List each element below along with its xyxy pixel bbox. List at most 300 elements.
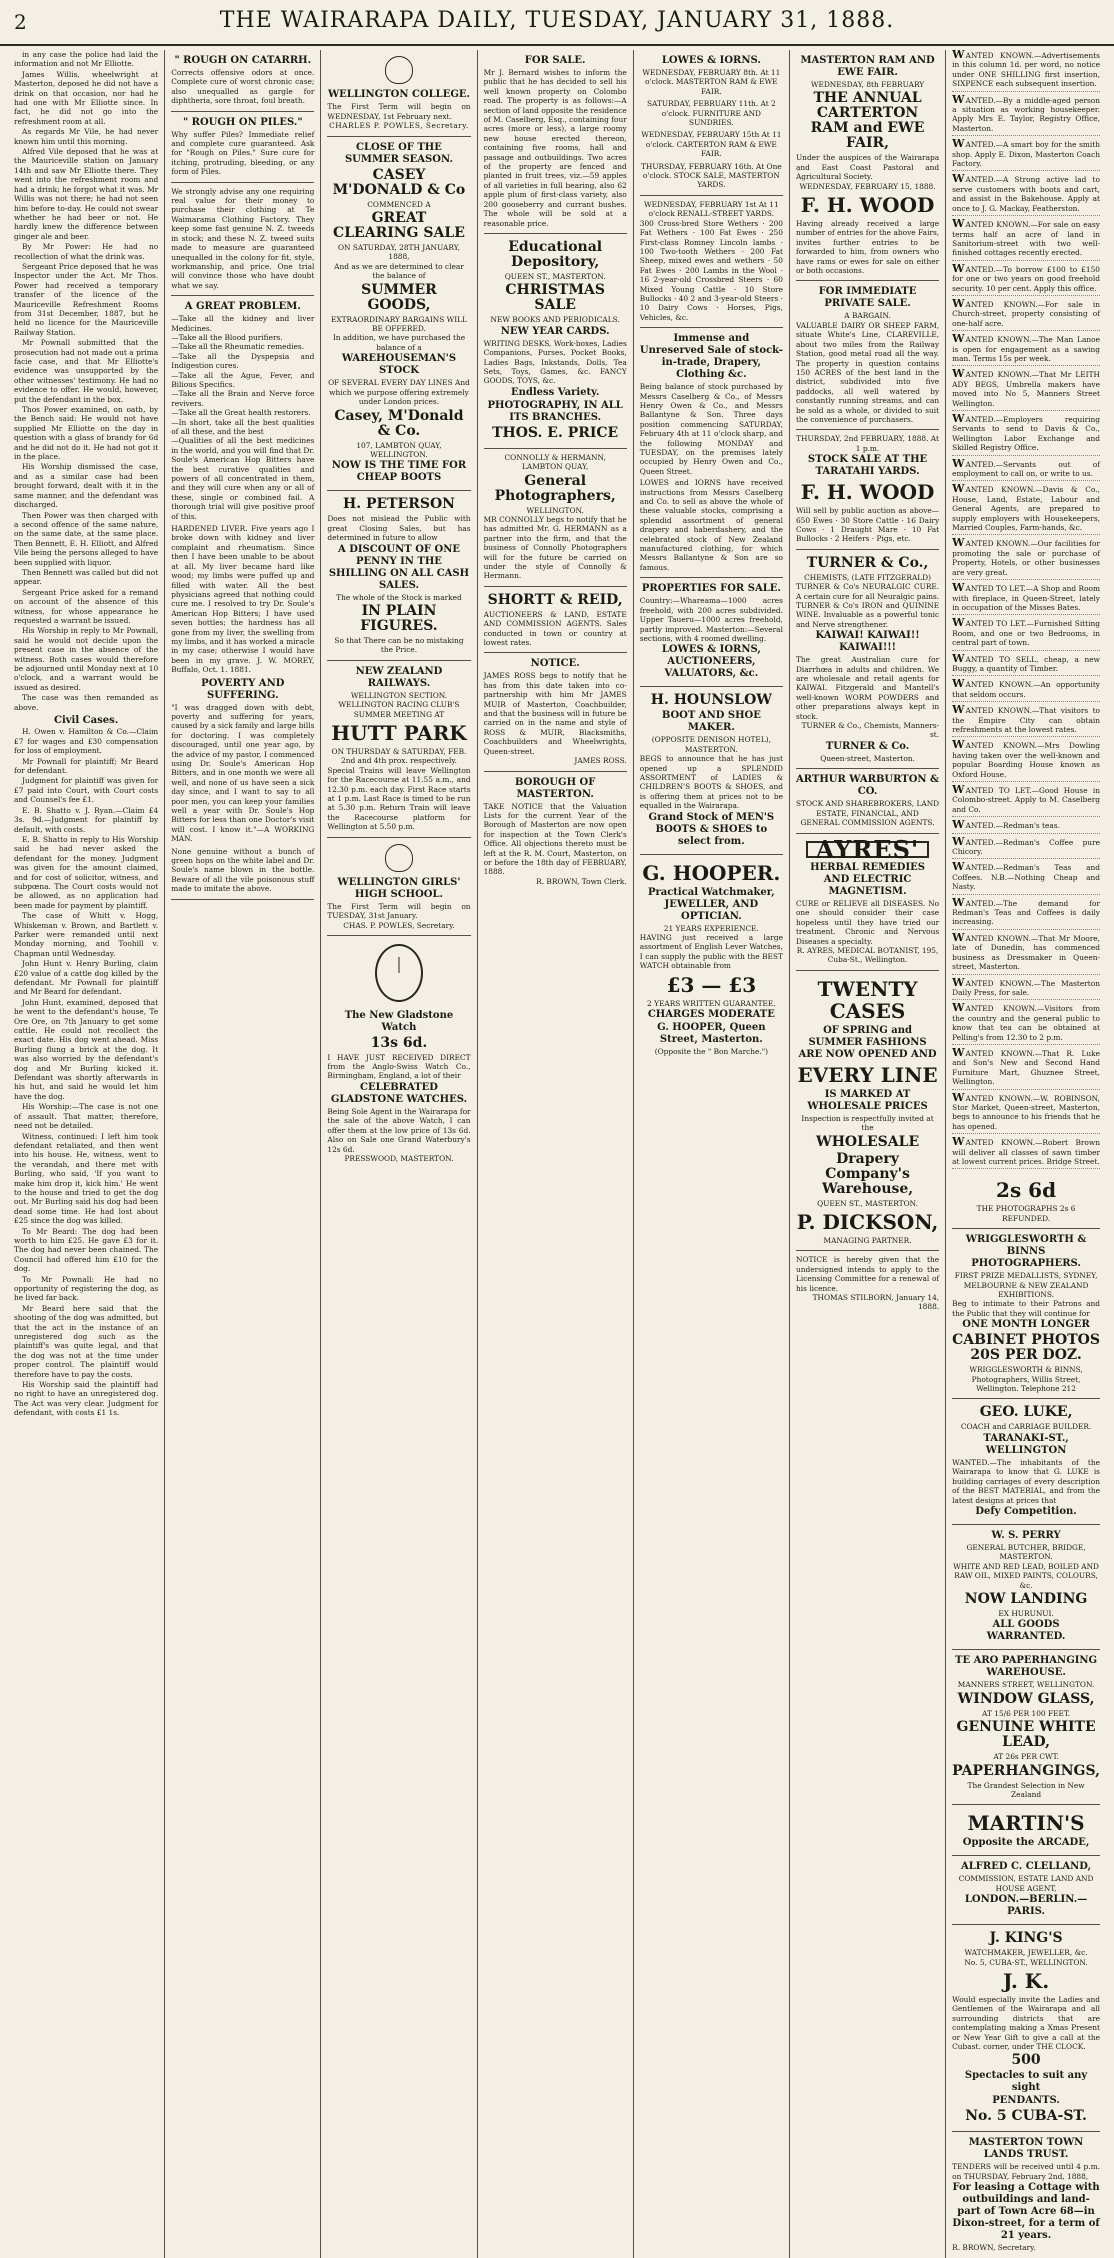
civil-cases-heading: Civil Cases.: [53, 715, 119, 727]
ad-firm-name: H. HOUNSLOW: [650, 692, 772, 709]
paragraph: The case of Whitt v. Hogg, Whiskeman v. Brown, and Bartlett v. Parker were remanded until next Monday morning, and Toohill v. Chapman until Wednesday.: [14, 911, 159, 958]
ad-headline: NOTICE.: [530, 658, 580, 670]
wanted-ad: W ANTED.—Redman's teas.: [952, 820, 1100, 833]
ad-date: WEDNESDAY, FEBRUARY 15, 1888.: [799, 181, 936, 191]
ad-text: Special Trains will leave Wellington for the Racecourse at 11.55 a.m., and 12.30 p.m. each day. First Race starts at 1 p.m. Last Race is timed to be run at 5.30 p.m. Return Train will leave the Racecourse platform for Wellington at 5.50 p.m.: [327, 765, 471, 832]
ad-text: TURNER & Co's NEURALGIC CURE. A certain cure for all Neuralgic pains. TURNER & Co's IRON and QUININE WINE. Invaluable as a powerful tonic and Nerve strengthener.: [795, 582, 940, 629]
ad-headline: Drapery Company's Warehouse,: [821, 1150, 914, 1197]
ad-firm-name: H. PETERSON: [342, 496, 455, 513]
ad-line: FIRST PRIZE MEDALLISTS, SYDNEY, MELBOURNE & NEW ZEALAND EXHIBITIONS.: [954, 1271, 1098, 1300]
ad-notice-ross: [484, 653, 627, 771]
ad-headline: BOOT AND SHOE MAKER.: [661, 710, 761, 734]
ad-unreserved-sale: [640, 328, 783, 578]
wanted-ad: W ANTED KNOWN.—Visitors from the country and the general public to know that tea can be obtained at Pelling's from 12.30 to 2 p.m.: [952, 1003, 1100, 1045]
ad-renall-street-yards: [640, 196, 783, 328]
ad-licence-notice: [796, 1251, 939, 1316]
ad-taratahi-stock-sale: [796, 430, 939, 549]
ad-monogram: J. K.: [1002, 1969, 1050, 1993]
paragraph: As regards Mr Vile, he had never known him until this morning.: [14, 127, 159, 146]
ad-signature: THOS. E. PRICE: [492, 424, 619, 441]
ad-text: STOCK AND SHAREBROKERS, LAND ESTATE, FINANCIAL, AND GENERAL COMMISSION AGENTS.: [795, 799, 940, 828]
ad-headline: WELLINGTON COLLEGE.: [327, 89, 470, 101]
ad-properties-for-sale: [640, 578, 783, 687]
ad-headline: ONE MONTH LONGER: [962, 1319, 1090, 1331]
ad-line: —Qualities of all the best medicines in the world, and you will find that Dr. Soule's American Hop Bitters have the best curative qualities and powers of all concentrated in them, and they will cure when any or all of these, single or combined fail. A thorough trial will give positive proof of this.: [171, 436, 315, 521]
ad-hounslow: [640, 687, 783, 854]
ad-warburton: [796, 769, 939, 833]
ad-signature: CHAS. P. POWLES, Secretary.: [343, 920, 455, 930]
ad-line: —Take all the Brain and Nerve force revivers.: [171, 389, 315, 408]
paragraph: His Worship:—The case is not one of assault. That matter, therefore, need not be detailed.: [14, 1102, 159, 1131]
ad-address: WELLINGTON.: [526, 505, 584, 515]
ad-line: Inspection is respectfully invited at the: [801, 1113, 934, 1133]
ad-headline: NOW IS THE TIME FOR CHEAP BOOTS: [331, 460, 467, 484]
ad-martins: [952, 1805, 1100, 1856]
ad-line: —Take all the Ague, Fever, and Bilious Specifics.: [171, 370, 315, 389]
ad-firm-name: ALFRED C. CLELLAND,: [961, 1861, 1092, 1873]
paragraph: Then Power was then charged with a second offence of the same nature, on the same date, at the same place. Then Bennett, E. H. Elliott, and Alfred Vile being the persons alleged to have been supplied with liquor.: [14, 510, 159, 567]
ad-signature: R. BROWN, Town Clerk.: [536, 876, 627, 886]
ad-text: AUCTIONEERS & LAND, ESTATE AND COMMISSION AGENTS. Sales conducted in town or country at lowest rates.: [483, 609, 627, 648]
wanted-ad: W ANTED.—Redman's Coffee pure Chicory.: [952, 837, 1100, 860]
ad-line: THE PHOTOGRAPHS 2s 6 REFUNDED.: [976, 1204, 1076, 1223]
ad-text: NOTICE is hereby given that the undersigned intends to apply to the Licensing Committee for a renewal of his licence.: [795, 1255, 940, 1293]
ad-photographs-2s6: [952, 1172, 1100, 1229]
ad-text: Being balance of stock purchased by Messrs Caselberg & Co., of Messrs Henry Owen & Co., and Messrs Ballantyne & Son. Three days position commencing SATURDAY, February 4th at 11 o'clock sharp, and the following MONDAY and TUESDAY, on the premises lately occupied by Henry Owen and Co., Queen Street.: [639, 382, 783, 476]
ad-headline: " ROUGH ON PILES.": [182, 116, 303, 128]
ad-tweed-clothing: [171, 183, 314, 296]
ad-signature: THOMAS STILBORN, January 14, 1888.: [812, 1293, 940, 1312]
ad-text: The First Term will begin on WEDNESDAY, 1st February next.: [327, 102, 471, 121]
ad-headline: NEW YEAR CARDS.: [500, 325, 610, 337]
ad-headline: CELEBRATED GLADSTONE WATCHES.: [330, 1081, 468, 1105]
ad-headline: OF SPRING and SUMMER FASHIONS ARE NOW OPENED AND: [798, 1024, 937, 1060]
ad-lowes-iorns-sales: [640, 50, 783, 196]
ad-line: In addition, we have purchased the balance of a: [332, 333, 466, 352]
ad-line: EX HURUNUI.: [998, 1608, 1054, 1618]
paragraph: His Worship in reply to Mr Pownall, said he would not decide upon the present case in the absence of the witness. Both cases would therefore be adjourned until Monday next at 10 o'clock, and a warrant would be issued as desired.: [14, 626, 159, 692]
ad-signature: R. BROWN, Secretary.: [952, 2243, 1036, 2253]
ad-signature: R. AYRES, MEDICAL BOTANIST, 195, Cuba-St., Wellington.: [796, 945, 939, 965]
paragraph: To Mr Beard: The dog had been worth to him £25. He gave £3 for it. The dog had never been chained. The Council had offered him £10 for the dog.: [14, 1226, 159, 1274]
paragraph: By Mr Power: He had no recollection of what the drink was.: [14, 242, 159, 261]
column-4-ads: [477, 50, 633, 2258]
wanted-ad: W ANTED.—To borrow £100 to £150 for one or two years on good freehold security. 10 per cent. Apply this office.: [952, 264, 1100, 296]
ad-text: HARDENED LIVER. Five years ago I broke down with kidney and liver complaint and rheumatism. Since then I have been unable to be about at all. My liver became hard like wood; my limbs were puffed up and filled with water. All the best physicians agreed that nothing could cure me. I resolved to try Dr. Soule's American Hop Bitters; I have used seven bottles; the hardness has all gone from my liver, the swelling from my limbs, and it has worked a miracle in my case; otherwise I would have been in my grave. J. W. MOREY, Buffalo, Oct. 1. 1881.: [171, 524, 315, 675]
page-number: 2: [14, 10, 27, 34]
ad-text: Being Sole Agent in the Wairarapa for the sale of the above Watch, I can offer them at the low price of 13s 6d. Also on Sale one Grand Waterbury's 12s 6d.: [327, 1106, 471, 1154]
ad-firm-name: F. H. WOOD: [800, 480, 935, 505]
ad-headline: BOROUGH OF MASTERTON.: [514, 776, 596, 800]
column-1-court-report: [8, 50, 164, 2258]
ad-headline: Endless Variety.: [511, 386, 600, 398]
ad-borough-masterton: [484, 772, 627, 892]
ad-date: WEDNESDAY, FEBRUARY 1st At 11 o'clock RENALL-STREET YARDS.: [644, 199, 779, 219]
ad-text: Country:—Whareama—1000 acres freehold, with 200 acres subdivided. Upper Taueru—1000 acres freehold, partly improved. Masterton:—Several sections, with 4 roomed dwelling.: [639, 596, 783, 643]
ad-geo-luke: [952, 1399, 1100, 1524]
ad-firm-name: G. HOOPER.: [642, 860, 781, 885]
ad-address: MANNERS STREET, WELLINGTON.: [957, 1680, 1095, 1690]
ad-headline: PENDANTS.: [992, 2095, 1060, 2107]
ad-gladstone-watch: [327, 936, 470, 1168]
ad-headline: Immense and Unreserved Sale of stock-in-trade, Drapery, Clothing &c.: [639, 333, 783, 381]
ad-line: And as we are determined to clear the balance of: [334, 261, 464, 281]
ad-text: Why suffer Piles? Immediate relief and complete cure guaranteed. Ask for "Rough on Piles." Sure cure for itching, protruding, bleeding, or any form of Piles.: [171, 129, 315, 177]
ad-price: 13s 6d.: [370, 1034, 428, 1051]
ad-date: WEDNESDAY, FEBRUARY 8th. At 11 o'clock. MASTERTON RAM & EWE FAIR.: [642, 68, 781, 96]
ad-line: —Take all the Rheumatic remedies.: [171, 342, 305, 352]
ad-date: THURSDAY, 2nd FEBRUARY, 1888. At 1 p.m.: [796, 434, 939, 453]
ad-address: No. 5, CUBA-ST., WELLINGTON.: [964, 1957, 1088, 1967]
ad-firm-name: ARTHUR WARBURTON & CO.: [796, 774, 940, 798]
wanted-ad: W ANTED KNOWN.—That R. Luke and Son's New and Second Hand Furniture Mart, Ghuznee Street, Wellington.: [952, 1048, 1100, 1090]
ad-nz-railways: [327, 661, 470, 838]
ad-line: A BARGAIN.: [844, 311, 891, 321]
ad-date: WEDNESDAY, 8th FEBRUARY: [810, 80, 925, 89]
ad-text: WRITING DESKS, Work-boxes, Ladies Companions, Purses, Pocket Books, Ladies Bags, Inkstands, Dolls, Tea Sets, Toys, Games, &c. FANCY GOODS, TOYS, &c.: [483, 338, 627, 386]
ad-headline: CHARGES MODERATE: [647, 1009, 775, 1020]
ad-rough-on-catarrh: [171, 50, 314, 112]
ad-headline: EVERY LINE: [797, 1062, 938, 1087]
ad-private-sale: [796, 281, 939, 430]
ad-text: Corrects offensive odors at once. Complete cure of worst chronic case; also unequalled as gargle for diphtheria, sore throat, foul breath.: [171, 68, 315, 106]
paragraph: Mr Beard here said that the shooting of the dog was admitted, but that the act in the instance of an unregistered dog such as the plaintiff's was quite legal, and that the dog was not at the time under proper control. The plaintiff would therefore have to pay the costs.: [14, 1303, 159, 1379]
ad-text: The First Term will begin on TUESDAY, 31st January.: [327, 902, 471, 921]
ad-line: GENERAL BUTCHER, BRIDGE, MASTERTON.: [966, 1542, 1086, 1562]
ad-line: COMMISSION, ESTATE LAND AND HOUSE AGENT,: [958, 1874, 1094, 1893]
ad-firm-name: MARTIN'S: [967, 1811, 1085, 1836]
column-2-medicine-ads: [164, 50, 320, 2258]
ad-j-king: [952, 1925, 1100, 2132]
ad-address: (OPPOSITE DENISON HOTEL), MASTERTON.: [651, 735, 771, 754]
ad-address: No. 5 CUBA-ST.: [965, 2108, 1087, 2125]
column-7-ads: [945, 50, 1106, 2258]
ad-line: The whole of the Stock is marked: [336, 592, 462, 602]
paragraph: H. Owen v. Hamilton & Co.—Claim £7 for wages and £30 compensation for loss of employment.: [14, 727, 159, 756]
wanted-ad: W ANTED.—Employers requiring Servants to send to Davis & Co., Wellington Labor Exchange and Skilled Registry Office.: [952, 414, 1100, 456]
ad-firm-name: GEO. LUKE,: [979, 1404, 1073, 1421]
ad-headline: TWENTY CASES: [817, 976, 918, 1023]
ad-address: QUEEN ST., MASTERTON.: [504, 271, 606, 281]
ad-date: WEDNESDAY, FEBRUARY 15th At 11 o'clock. CARTERTON RAM & EWE FAIR.: [641, 130, 782, 159]
ad-headline: A GREAT PROBLEM.: [184, 301, 301, 313]
ad-date: THURSDAY, FEBRUARY 16th. At One o'clock. STOCK SALE, MASTERTON YARDS.: [640, 161, 782, 190]
ad-masterton-ram-fair: [796, 50, 939, 281]
ad-date: SATURDAY, FEBRUARY 11th. At 2 o'clock. FURNITURE AND SUNDRIES.: [646, 99, 776, 128]
ad-headline: ALL GOODS WARRANTED.: [986, 1619, 1066, 1643]
ad-price: £3 — £3: [666, 972, 757, 997]
ad-headline: NEW ZEALAND RAILWAYS.: [355, 665, 443, 689]
ad-price: AT 26s PER CWT.: [993, 1752, 1059, 1762]
wanted-ad: W ANTED.—A Strong active lad to serve customers with boots and cart, and assist in the Bakehouse. Apply at once to J. G. Mackay, Featherston.: [952, 174, 1100, 216]
ad-price: 2s 6d: [996, 1178, 1057, 1203]
ad-line: WELLINGTON RACING CLUB'S SUMMER MEETING AT: [338, 700, 460, 719]
ad-town-lands-trust: [952, 2132, 1100, 2257]
ad-line: CHEMISTS, (LATE FITZGERALD): [804, 572, 931, 582]
ad-rough-on-piles: [171, 112, 314, 183]
masthead: [0, 0, 1114, 46]
ad-headline: WELLINGTON GIRLS' HIGH SCHOOL.: [337, 877, 461, 901]
paragraph: Mr Pownall for plaintiff; Mr Beard for defendant.: [14, 756, 159, 776]
paragraph: Mr Pownall submitted that the prosecution had not made out a prima facie case, and that Mr Elliotte's evidence was unsupported by the other witnesses' testimony. He had no evidence to offer. He would, however, put the defendant in the box.: [14, 338, 159, 404]
wanted-ad: W ANTED.—Redman's Teas and Coffees. N.B.—Nothing Cheap and Nasty.: [952, 862, 1100, 894]
ad-stock-list: 300 Cross-bred Store Wethers · 200 Fat Wethers · 100 Fat Ewes · 250 First-class Romney Lincoln lambs · 100 Two-tooth Wethers · 200 Fat Sheep, mixed ewes and wethers · 50 Fat Ewes · 200 Lambs in the Wool · 16 2-year-old Crossbred Steers · 60 Mixed Young Cattle · 10 Store Bullocks · 40 2 and 3-year-old Steers · 10 Dairy Cows · Horses, Pigs, Vehicles, &c.: [639, 218, 783, 322]
wanted-ad: W ANTED KNOWN.—That visitors to the Empire City can obtain refreshments at the lowest rates.: [952, 705, 1100, 737]
ad-text: Would especially invite the Ladies and Gentlemen of the Wairarapa and all surrounding districts that are contemplating making a Xmas Present or New Year Gift to give a call at the Cubast. corner, under THE CLOCK.: [952, 1995, 1100, 2052]
ad-headline: MASTERTON TOWN LANDS TRUST.: [968, 2137, 1084, 2161]
column-6-ads: [789, 50, 945, 2258]
ad-headline: TURNER & Co.: [825, 740, 910, 752]
ad-hooper: [640, 855, 783, 1062]
ad-firm-name: TURNER & Co.,: [806, 554, 929, 571]
ad-headline: A DISCOUNT OF ONE PENNY IN THE SHILLING ON ALL CASH SALES.: [328, 543, 470, 591]
ad-headline: General Photographers,: [494, 472, 616, 504]
ad-line: 2 YEARS WRITTEN GUARANTEE.: [647, 998, 776, 1008]
ad-line: —Take all the kidney and liver Medicines.: [171, 314, 315, 333]
wanted-ad: W ANTED TO LET.—Furnished Sitting Room, and one or two Bedrooms, in central part of town.: [952, 618, 1100, 650]
ad-te-aro-paperhanging: [952, 1650, 1100, 1805]
ad-text: VALUABLE DAIRY OR SHEEP FARM, situate White's Line, CLAREVILLE, about two miles from the Railway Station, good metal road all the way. The property in question contains 150 ACRES of the best land in the district, subdivided into five paddocks, all well watered by constantly running streams, and can be sold as a whole, or divided to suit the convenience of purchasers.: [795, 320, 940, 424]
wanted-ad: W ANTED.—By a middle-aged person a situation as working housekeeper. Apply Mrs E. Taylor, Registry Office, Masterton.: [952, 95, 1100, 137]
ad-firm-name: F. H. WOOD: [800, 193, 935, 218]
paragraph: E. B. Shatto in reply to His Worship said he had never asked the defendant for the money. Judgment was given for the amount claimed, and for cost of solicitor, witness, and subpœna. The Court costs would not be allowed, as no application had been made for payment by plaintiff.: [14, 834, 159, 910]
wanted-ad: W ANTED KNOWN.—W. ROBINSON, Stor Market, Queen-street, Masterton, begs to announce to his friends that he has opened.: [952, 1093, 1100, 1135]
ad-line: 21 YEARS EXPERIENCE.: [663, 923, 759, 933]
paragraph: in any case the police had laid the information and not Mr Elliotte.: [14, 50, 159, 69]
ad-headline: NOW LANDING: [964, 1590, 1088, 1607]
ad-line: WELLINGTON SECTION.: [350, 690, 448, 700]
ad-headline: Practical Watchmaker, JEWELLER, AND OPTICIAN.: [647, 886, 775, 922]
newspaper-title: THE WAIRARAPA DAILY, TUESDAY, JANUARY 31, 1888.: [219, 8, 895, 33]
wanted-ad: W ANTED KNOWN.—That Mr LEITH ADY BEGS, Umbrella makers have moved into No 5, Manners Street Wellington.: [952, 369, 1100, 411]
ad-headline: FOR SALE.: [524, 55, 586, 66]
ad-firm-name: CASEY M'DONALD & Co: [332, 166, 466, 198]
ad-text: MR CONNOLLY begs to notify that he has admitted Mr. G. HERMANN as a partner into the firm, and that the business of Connolly Photographers will for the future be carried on under the style of Connolly & Hermann.: [483, 514, 627, 581]
ad-logo-title: AYRES': [806, 841, 929, 858]
ad-line: NEW BOOKS AND PERIODICALS.: [490, 315, 620, 325]
ad-headline: The New Gladstone Watch: [344, 1009, 454, 1033]
paragraph: E. B. Shatto v. J. Ryan.—Claim £4 3s. 9d.—Judgment for plaintiff by default, with costs.: [14, 805, 159, 834]
paragraph: Sergeant Price deposed that he was Inspector under the Act. Mr Thos. Power had received a temporary transfer of the licence of the Mauriceville Refreshment Rooms from 31st December, 1887, but he held no licence for the Mauriceville Railway Station.: [14, 261, 159, 337]
paragraph: John Hunt, examined, deposed that he went to the defendant's house, Te Ore Ore, on 7th January to get some cattle. He could not recollect the exact date. His dog went ahead. Miss Burling flung a brick at the dog. It was also worried by the defendant's dog and Mr Burling kicked it. Defendant was shortly afterwards in his hut, and said he would let him have the dog.: [14, 997, 159, 1101]
ad-clelland: [952, 1856, 1100, 1925]
ad-headline: PROPERTIES FOR SALE.: [641, 583, 781, 595]
ad-text: Does not mislead the Public with great Closing Sales, but has determined in future to allow: [327, 514, 471, 543]
ad-signature: LOWES & IORNS, AUCTIONEERS, VALUATORS, &c.: [661, 644, 761, 680]
ad-address: QUEEN ST., MASTERTON.: [817, 1198, 918, 1208]
wanted-ad: W ANTED KNOWN.—An opportunity that seldom occurs.: [952, 679, 1100, 702]
ad-signature: Casey, M'Donald & Co.: [334, 407, 464, 439]
wanted-ad: W ANTED TO LET.—Good House in Colombo-street. Apply to M. Caselberg and Co.: [952, 785, 1100, 817]
ad-perry-butcher: [952, 1525, 1100, 1650]
ad-signature: P. DICKSON,: [796, 1209, 939, 1234]
wanted-ad: W ANTED KNOWN.—The Masterton Daily Press, for sale.: [952, 978, 1100, 1001]
pocket-watch-icon: [375, 944, 423, 1002]
ad-headline: IN PLAIN FIGURES.: [360, 602, 438, 634]
ad-headline: IS MARKED AT WHOLESALE PRICES: [807, 1088, 928, 1112]
ad-headline: GENUINE WHITE LEAD,: [956, 1719, 1096, 1751]
ad-signature: PRESSWOOD, MASTERTON.: [344, 1153, 454, 1163]
newspaper-columns: [8, 50, 1106, 2253]
paragraph: Judgment for plaintiff was given for £7 paid into Court, with Court costs and Counsel's fee £1.: [14, 776, 159, 805]
ad-turner-chemists: [796, 550, 939, 770]
ad-signature: TURNER & Co., Chemists, Manners-st.: [801, 721, 940, 740]
ad-headline: Educational Depository,: [508, 238, 603, 270]
ad-headline: CABINET PHOTOS 20S PER DOZ.: [952, 1332, 1100, 1364]
college-crest-icon: [385, 56, 413, 84]
ad-headline: PHOTOGRAPHY, IN ALL ITS BRANCHES.: [487, 399, 623, 423]
ad-line: (Opposite the " Bon Marche."): [654, 1047, 769, 1056]
ad-date: ON SATURDAY, 28TH JANUARY, 1888,: [337, 243, 460, 262]
ad-line: —Take all the Dyspepsia and Indigestion cures.: [171, 351, 315, 371]
ad-line: OF SEVERAL EVERY DAY LINES And which we purpose offering extremely under London prices.: [328, 378, 470, 407]
ad-line: EXTRAORDINARY BARGAINS WILL BE OFFERED.: [330, 314, 467, 334]
wanted-ad: W ANTED.—The demand for Redman's Teas and Coffees is daily increasing.: [952, 898, 1100, 930]
ad-headline: For leasing a Cottage with outbuildings and land-part of Town Acre 68—in Dixon-street, for a term of 21 years.: [952, 2182, 1100, 2242]
ad-firm-name: SHORTT & REID,: [487, 591, 623, 608]
wanted-ad: W ANTED KNOWN.—Davis & Co., House, Land, Estate, Labour and General Agents, are prepared to supply employers with Housekeepers, Married Couples, Farm-hands, &c.: [952, 484, 1100, 535]
ad-signature: JAMES ROSS.: [574, 756, 627, 766]
ad-headline: GREAT CLEARING SALE: [333, 210, 465, 242]
paragraph: Sergeant Price asked for a remand on account of the absence of this witness, for whose appearance he requested a warrant be issued.: [14, 587, 159, 625]
ad-firm-name: J. KING'S: [989, 1930, 1063, 1947]
ad-twenty-cases: [796, 971, 939, 1252]
paragraph: The case was then remanded as above.: [14, 693, 159, 712]
paragraph: James Willis, wheelwright at Masterton, deposed he did not have a drink on that occasion, nor had he had one with Mr Elliotte since. In fact, he did not go into the refreshment room at all.: [14, 69, 159, 126]
paragraph: John Hunt v. Henry Burling, claim £20 value of a cattle dog killed by the defendant. Mr Pownall for plaintiff and Mr Beard for defendant.: [14, 959, 159, 997]
school-crest-icon: [385, 844, 413, 872]
wanted-ad: W ANTED KNOWN.—Our facilities for promoting the sale or purchase of Property, Hotels, or other businesses are very great.: [952, 538, 1100, 580]
wanted-column: [952, 50, 1100, 1169]
ad-hop-bitters: [171, 296, 314, 900]
ad-signature: WRIGGLESWORTH & BINNS, Photographers, Willis Street, Wellington. Telephone 212: [969, 1365, 1083, 1394]
ad-text: Under the auspices of the Wairarapa and East Coast Pastoral and Agricultural Society.: [795, 153, 940, 182]
ad-headline: CLOSE OF THE SUMMER SEASON.: [344, 141, 453, 165]
paragraph: His Worship dismissed the case, and as a similar case had been brought forward, dealt with it in the same manner, and the defendant was discharged.: [14, 462, 159, 510]
paragraph: Alfred Vile deposed that he was at the Mauriceville station on January 14th and saw Mr Elliotte there. They went into the refreshment room and had a drink; he forgot what it was. Mr Willis was not there; he had not seen him before to-day. He could not swear whether he had beer or not. He hardly knew the difference between ginger ale and beer.: [14, 147, 159, 241]
ad-text: WANTED.—The inhabitants of the Wairarapa to know that G. LUKE is building carriages of every description of the BEST MATERIAL, and from the latest designs at prices that: [952, 1457, 1100, 1505]
ad-text: HAVING just received a large assortment of English Lever Watches, I can supply the public with the BEST WATCH obtainable from: [639, 932, 783, 971]
ad-line: —In short, take all the best qualities of all these, and the best: [171, 417, 315, 436]
ad-casey-mdonald: [327, 137, 470, 492]
ad-text: We strongly advise any one requiring real value for their money to purchase their clothing at Te Waimarama Clothing Factory. They keep some fast genuine N. Z. tweeds in stock; and these N. Z. tweed suits made to measure are guaranteed unequalled in the colony for fit, style, workmanship, and price. One trial will convince those who have doubt what we say.: [171, 186, 315, 290]
ad-headline: SUMMER GOODS,: [361, 281, 437, 313]
wanted-ad: W ANTED.—Servants out of employment to call on, or write to us.: [952, 459, 1100, 482]
ad-headline: THE ANNUAL CARTERTON RAM and EWE FAIR,: [810, 90, 925, 152]
ad-firm-name: TE ARO PAPERHANGING WAREHOUSE.: [955, 1655, 1098, 1679]
ad-peterson: [327, 491, 470, 660]
ad-headline: LOWES & IORNS.: [661, 55, 761, 66]
ad-shortt-reid: [484, 587, 627, 654]
ad-text: CURE or RELIEVE all DISEASES. No one should consider their case hopeless until they have tried our treatment. Chronic and Nervous Diseases a specialty.: [795, 898, 940, 946]
ad-headline: WINDOW GLASS,: [957, 1690, 1095, 1707]
wanted-ad: W ANTED.—A smart boy for the smith shop. Apply E. Dixon, Masterton Coach Factory.: [952, 139, 1100, 171]
ad-wellington-college: [327, 50, 470, 137]
paragraph: To Mr Pownall: He had no opportunity of registering the dog, as he lived far back.: [14, 1274, 159, 1303]
ad-text: JAMES ROSS begs to notify that he has from this date taken into co-partnership with him Mr JAMES MUIR of Masterton, Coachbuilder, and that the business will in future be carried on in the name and style of ROSS & MUIR, Blacksmiths, Coachbuilders and Wheelwrights, Queen-street.: [483, 671, 627, 756]
ad-for-sale-bernard: [484, 50, 627, 234]
ad-line: WHITE AND RED LEAD, BOILED AND RAW OIL, MIXED PAINTS, COLOURS, &c.: [953, 1561, 1099, 1590]
ad-headline: STOCK SALE AT THE TARATAHI YARDS.: [807, 454, 928, 478]
wanted-ad: W ANTED TO LET.—A Shop and Room with fireplace, in Queen-Street, lately in occupation of the Misses Bates.: [952, 583, 1100, 615]
ad-address: TARANAKI-ST., WELLINGTON: [983, 1432, 1069, 1456]
ad-headline: HUTT PARK: [331, 720, 467, 745]
ad-headline: POVERTY AND SUFFERING.: [201, 677, 285, 701]
paragraph: Then Bennett was called but did not appear.: [14, 567, 159, 587]
ad-date: ON THURSDAY & SATURDAY, FEB. 2nd and 4th prox. respectively.: [331, 746, 467, 766]
ad-headline: HERBAL REMEDIES AND ELECTRIC MAGNETISM.: [810, 861, 925, 897]
paragraph: Thos Power examined, on oath, by the Bench said: He would not have supplied Mr Elliotte on the day in question with a glass of brandy for 6d and he did not do it. He had not got it in the place.: [14, 405, 159, 462]
paragraph: Witness, continued: I left him took defendant retaliated, and then went into his house. He, witness, went to the verandah, and there met with Burling, who said, 'If you want to make him drop it, kick him.' He went to the house and tried to get the dog out. Mr Burling said his dog had been dead some time. He had lost about £25 since the dog was killed.: [14, 1131, 159, 1226]
wanted-ad: W ANTED KNOWN.—For sale in Church-street, property consisting of one-half acre.: [952, 299, 1100, 331]
ad-address: 107, LAMBTON QUAY, WELLINGTON.: [356, 440, 442, 459]
wanted-ad: W ANTED KNOWN.—The Man Lanoe is open for engagement as a sawing man. Terms 15s per week.: [952, 334, 1100, 366]
ad-headline: " ROUGH ON CATARRH.: [174, 55, 312, 66]
ad-headline: KAIWAI! KAIWAI!! KAIWAI!!!: [815, 630, 920, 654]
column-3-ads: [320, 50, 476, 2258]
ad-text: LOWES and IORNS have received instructions from Messrs Caselberg and Co. to sell as above the whole of these valuable stocks, comprising a splendid assortment of general drapery and haberdashery, and the celebrated stock of New Zealand manufactured clothing, for which Messrs Ballantyne & Son are so famous.: [639, 478, 783, 572]
ad-signature: CHARLES P. POWLES, Secretary.: [329, 121, 469, 131]
wanted-ad: W ANTED KNOWN.—Mrs Dowling having taken over the well-known and popular Boarding House known as Oxford House.: [952, 740, 1100, 782]
ad-text: I HAVE JUST RECEIVED DIRECT from the Anglo-Swiss Watch Co., Birmingham, England, a lot of their: [327, 1052, 471, 1081]
ad-girls-high-school: [327, 838, 470, 937]
ad-text: None genuine without a bunch of green hops on the white label and Dr. Soule's name blown in the bottle. Beware of all the vile poisonous stuff made to imitate the above.: [171, 846, 315, 894]
paragraph: His Worship said the plaintiff had no right to have an unregistered dog. The Act was very clear. Judgment for defendant, with costs £1 1s.: [14, 1380, 159, 1418]
ad-ayres-herbal: [796, 834, 939, 971]
ad-line: COACH and CARRIAGE BUILDER.: [960, 1422, 1092, 1432]
ad-line: —Take all the Blood purifiers.: [171, 332, 283, 342]
ad-headline: WAREHOUSEMAN'S STOCK: [341, 353, 457, 377]
ad-line: CONNOLLY & HERMANN, LAMBTON QUAY,: [504, 452, 606, 472]
ad-headline: Spectacles to suit any sight: [964, 2070, 1088, 2094]
ad-line: MANAGING PARTNER.: [823, 1235, 912, 1245]
wanted-ad: W ANTED KNOWN.—That Mr Moore, late of Dunedin, has commenced business as Dressmaker in Queen-street, Masterton.: [952, 933, 1100, 975]
ad-line: The Grandest Selection in New Zealand: [967, 1780, 1085, 1799]
ad-headline: PAPERHANGINGS,: [952, 1762, 1100, 1779]
ad-headline: LONDON.—BERLIN.—PARIS.: [964, 1894, 1088, 1918]
ad-headline: FOR IMMEDIATE PRIVATE SALE.: [818, 286, 917, 310]
ad-signature: G. HOOPER, Queen Street, Masterton.: [657, 1022, 766, 1045]
ad-headline: WHOLESALE: [815, 1133, 920, 1150]
ad-connolly-hermann: [484, 449, 627, 587]
ad-text: "I was dragged down with debt, poverty and suffering for years, caused by a sick family and large bills for doctoring. I was completely discouraged, until one year ago, by the advice of my pastor, I commenced using Dr. Soule's American Hop Bitters, and in one month we were all well, and none of us have seen a sick day since, and I want to say to all poor men, you can keep your families well a year with Dr. Soule's Hop Bitters for less than one Doctor's visit will cost. I know it."—A WORKING MAN.: [171, 702, 315, 844]
ad-text: Having already received a large number of entries for the above Fairs, invites further entries to be forwarded to him, from owners who have rams or ewes for sale on either or both occasions.: [795, 219, 940, 276]
wanted-ad: W ANTED KNOWN.—For sale on easy terms half an acre of land in Sanitorium-street with two well-finished cottages recently erected.: [952, 219, 1100, 261]
ad-firm-name: WRIGGLESWORTH & BINNS PHOTOGRAPHERS.: [965, 1234, 1087, 1270]
ad-headline: MASTERTON RAM AND EWE FAIR.: [800, 55, 935, 78]
ad-educational-depository: [484, 234, 627, 449]
ad-line: WATCHMAKER, JEWELLER, &c.: [964, 1948, 1088, 1958]
wanted-ad: W ANTED KNOWN.—Advertisements in this column 1d. per word, no notice under ONE SHILLING first insertion, SIXPENCE each subsequent insertion.: [952, 50, 1100, 92]
ad-headline: Opposite the ARCADE,: [962, 1837, 1090, 1849]
ad-headline: Grand Stock of MEN'S BOOTS & SHOES to select from.: [648, 811, 775, 847]
ad-headline: 500: [1011, 2052, 1041, 2069]
ad-address: Queen-street, Masterton.: [820, 753, 915, 763]
ad-text: TENDERS will be received until 4 p.m. on THURSDAY, February 2nd, 1888,: [952, 2162, 1100, 2181]
ad-headline: CHRISTMAS SALE: [505, 282, 605, 314]
ad-text: The great Australian cure for Diarrhœa in adults and children. We are wholesale and retail agents for KAIWAI. Fitzgerald and Mantell's well-known WORM POWDERS and other preparations always kept in stock.: [795, 655, 940, 721]
wanted-ad: W ANTED KNOWN.—Robert Brown will deliver all classes of sawn timber at lowest current prices. Bridge Street.: [952, 1137, 1100, 1169]
ad-text: Mr J. Bernard wishes to inform the public that he has decided to sell his well known property on Colombo road. The property is as follows:—A section of land opposite the residence of M. Caselberg, Esq., containing four acres (more or less), a large roomy new house erected thereon, containing five rooms, hall and passage and outbuildings. Two acres of the property are fenced and planted in fruit trees, viz.—59 apples of all varieties in full bearing, also 62 apple plum of first-class variety, also 200 gooseberry and currant bushes. The whole will be sold at a reasonable price.: [483, 68, 627, 228]
column-5-ads: [633, 50, 789, 2258]
ad-text: BEGS to announce that he has just opened up a SPLENDID ASSORTMENT of LADIES & CHILDREN'S BOOTS & SHOES, and is offering them at prices not to be equalled in the Wairarapa.: [639, 754, 783, 811]
wanted-ad: W ANTED TO SELL, cheap, a new Buggy, a quantity of Timber.: [952, 654, 1100, 677]
ad-text: Beg to intimate to their Patrons and the Public that they will continue for: [952, 1299, 1100, 1318]
ad-firm-name: W. S. PERRY: [991, 1529, 1061, 1541]
ad-price: AT 15/6 PER 100 FEET.: [982, 1708, 1071, 1718]
ad-text: TAKE NOTICE that the Valuation Lists for the current Year of the Borough of Masterton are now open for inspection at the Town Clerk's Office. All objections thereto must be left at the R. M. Court, Masterton, on or before the 18th day of FEBRUARY, 1888.: [483, 801, 627, 877]
ad-wrigglesworth-binns: [952, 1229, 1100, 1399]
